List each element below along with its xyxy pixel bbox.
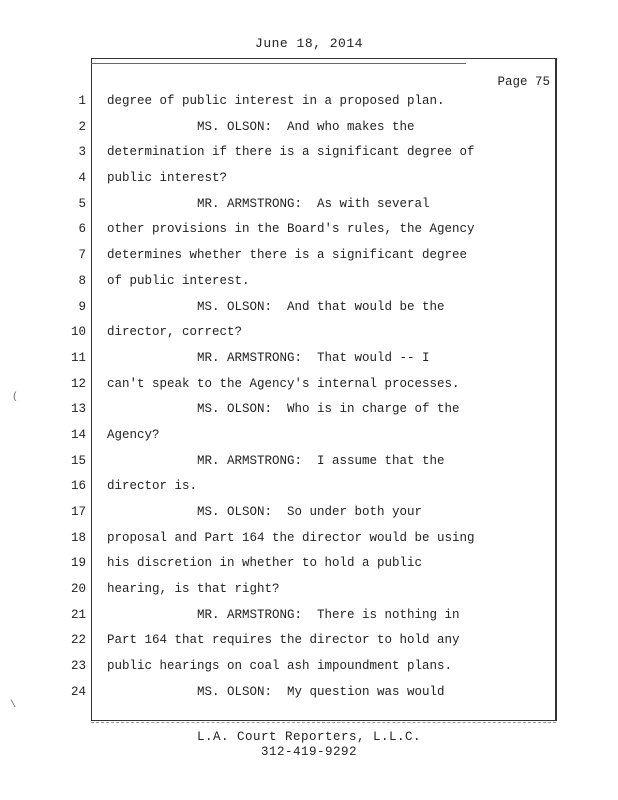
transcript-date: June 18, 2014 <box>255 36 363 51</box>
line-text: MR. ARMSTRONG: I assume that the <box>107 454 445 468</box>
line-number: 23 <box>70 659 86 673</box>
line-number: 16 <box>70 479 86 493</box>
line-text: his discretion in whether to hold a public <box>107 556 423 570</box>
line-text: Part 164 that requires the director to hold any <box>107 633 460 647</box>
line-text: other provisions in the Board's rules, the Agency <box>107 222 475 236</box>
line-number: 1 <box>78 94 86 108</box>
line-text: degree of public interest in a proposed plan. <box>107 94 445 108</box>
line-text: determination if there is a significant degree of <box>107 145 475 159</box>
line-text: MR. ARMSTRONG: As with several <box>107 197 430 211</box>
line-text: determines whether there is a significant degree <box>107 248 468 262</box>
line-number: 20 <box>70 582 86 596</box>
line-number: 17 <box>70 505 86 519</box>
line-number: 9 <box>78 300 86 314</box>
line-text: MS. OLSON: Who is in charge of the <box>107 402 460 416</box>
scan-speck: ( <box>12 392 19 403</box>
line-number: 8 <box>78 274 86 288</box>
line-number: 10 <box>70 325 86 339</box>
line-text: MS. OLSON: And that would be the <box>107 300 445 314</box>
line-number: 4 <box>78 171 86 185</box>
line-text: MR. ARMSTRONG: That would -- I <box>107 351 430 365</box>
line-text: MS. OLSON: So under both your <box>107 505 423 519</box>
line-number: 7 <box>78 248 86 262</box>
frame-bottom-rule <box>91 722 556 723</box>
line-number: 13 <box>70 402 86 416</box>
line-text: of public interest. <box>107 274 250 288</box>
line-text: public hearings on coal ash impoundment plans. <box>107 659 453 673</box>
line-number: 5 <box>78 197 86 211</box>
footer-phone: 312-419-9292 <box>260 745 357 759</box>
line-text: proposal and Part 164 the director would be using <box>107 531 475 545</box>
page-number: Page 75 <box>497 75 550 89</box>
line-number: 21 <box>70 608 86 622</box>
line-number: 11 <box>70 351 86 365</box>
line-number: 3 <box>78 145 86 159</box>
line-text: MS. OLSON: My question was would <box>107 685 445 699</box>
frame-top-rule <box>91 63 466 64</box>
line-number: 2 <box>78 120 86 134</box>
line-text: can't speak to the Agency's internal processes. <box>107 377 460 391</box>
line-text: MR. ARMSTRONG: There is nothing in <box>107 608 460 622</box>
line-number: 22 <box>70 633 86 647</box>
scan-speck: \ <box>10 700 17 711</box>
line-text: public interest? <box>107 171 228 185</box>
line-number: 18 <box>70 531 86 545</box>
line-text: hearing, is that right? <box>107 582 280 596</box>
line-number: 15 <box>70 454 86 468</box>
line-text: director is. <box>107 479 198 493</box>
line-text: Agency? <box>107 428 160 442</box>
line-number: 12 <box>70 377 86 391</box>
line-number: 14 <box>70 428 86 442</box>
line-number: 24 <box>70 685 86 699</box>
line-text: MS. OLSON: And who makes the <box>107 120 415 134</box>
line-text: director, correct? <box>107 325 243 339</box>
footer-company: L.A. Court Reporters, L.L.C. <box>196 730 422 744</box>
line-number: 6 <box>78 222 86 236</box>
line-number: 19 <box>70 556 86 570</box>
